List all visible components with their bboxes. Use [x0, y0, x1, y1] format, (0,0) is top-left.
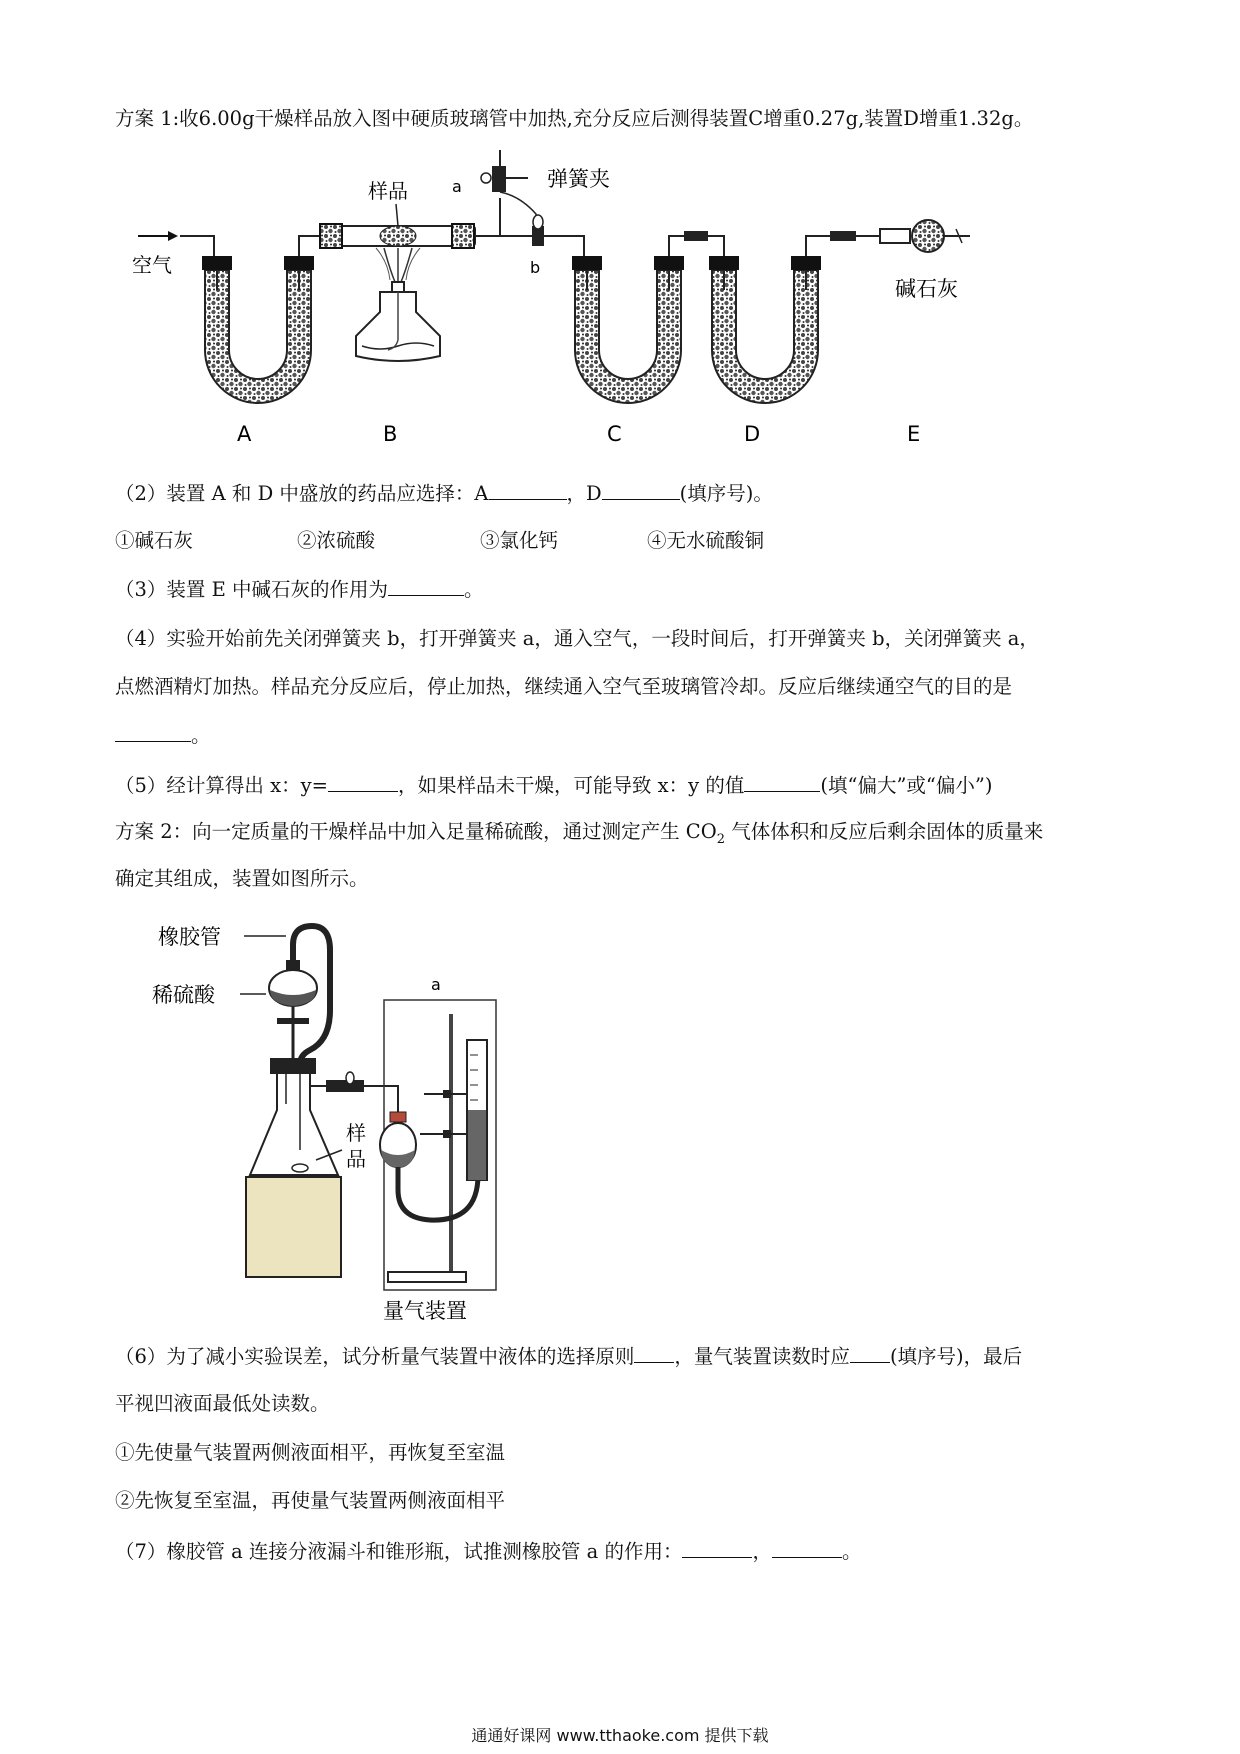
scheme1-text: 方案 1:收6.00g干燥样品放入图中硬质玻璃管中加热,充分反应后测得装置C增重0.27g,装置D增重1.32g。 — [115, 107, 1034, 130]
letter-e: E — [907, 422, 921, 446]
gas-burette — [467, 1040, 487, 1180]
u-tube-c — [572, 256, 684, 403]
gas-device-label: 量气装置 — [383, 1299, 467, 1323]
q4-blank[interactable] — [115, 722, 191, 742]
drying-tube-e — [880, 220, 970, 252]
q2-prefix: （2）装置 A 和 D 中盛放的药品应选择：A — [115, 482, 489, 505]
question-3 — [115, 576, 484, 603]
q5-prefix: （5）经计算得出 x：y= — [115, 774, 328, 797]
q6-suffix: (填序号)，最后 — [889, 1345, 1023, 1368]
sample-label: 样品 — [368, 179, 408, 203]
q7-blank-1[interactable] — [682, 1538, 752, 1558]
clip-a-label: a — [452, 177, 462, 196]
question-6 — [115, 1343, 1022, 1370]
acid-label: 稀硫酸 — [152, 983, 215, 1007]
question-5 — [115, 772, 992, 799]
letter-b: B — [383, 422, 398, 446]
scheme2-line-1 — [115, 819, 1043, 853]
q2-mid: ，D — [566, 482, 602, 505]
option-4: ④无水硫酸铜 — [647, 529, 765, 552]
separating-funnel — [269, 960, 317, 1060]
leveling-bulb — [380, 1112, 478, 1220]
spring-clip-b — [532, 215, 544, 246]
figure-1-apparatus — [110, 150, 1110, 450]
question-4-line-1: （4）实验开始前先关闭弹簧夹 b，打开弹簧夹 a，通入空气，一段时间后，打开弹簧夹 b，关闭弹簧夹 a， — [115, 627, 1039, 650]
u-tube-a — [202, 256, 314, 403]
q6-blank-principle[interactable] — [634, 1343, 674, 1363]
scheme2-line-2: 确定其组成，装置如图所示。 — [115, 867, 369, 890]
q2-suffix: (填序号)。 — [679, 482, 773, 505]
page-footer: 通通好课网 www.tthaoke.com 提供下载 — [471, 1726, 769, 1745]
scheme2-text-a: 方案 2：向一定质量的干燥样品中加入足量稀硫酸，通过测定产生 CO — [115, 820, 717, 843]
q5-suffix: (填“偏大”或“偏小”) — [820, 774, 993, 797]
q7-blank-2[interactable] — [772, 1538, 842, 1558]
u-tube-d — [709, 256, 821, 403]
q5-mid: ，如果样品未干燥，可能导致 x：y 的值 — [397, 774, 745, 797]
q3-prefix: （3）装置 E 中碱石灰的作用为 — [115, 578, 389, 601]
air-arrow — [138, 231, 178, 241]
q6-blank-order[interactable] — [850, 1343, 890, 1363]
option-3: ③氯化钙 — [480, 529, 559, 552]
option-1: ①碱石灰 — [115, 529, 194, 552]
question-4-line-3 — [115, 722, 211, 749]
co2-subscript: 2 — [716, 831, 725, 847]
letter-c: C — [607, 422, 622, 446]
q4-suffix: 。 — [191, 724, 211, 747]
q2-blank-d[interactable] — [602, 480, 680, 500]
figure-2-apparatus — [140, 905, 540, 1323]
sample-label-2: 品 — [346, 1147, 366, 1171]
q7-suffix: 。 — [841, 1540, 862, 1563]
q5-blank-ratio[interactable] — [328, 772, 398, 792]
option-2: ②浓硫酸 — [297, 529, 376, 552]
option-6-2: ②先恢复至室温，再使量气装置两侧液面相平 — [115, 1489, 506, 1512]
conical-flask — [250, 1058, 338, 1175]
clip-b-label: b — [530, 258, 541, 277]
q6-prefix: （6）为了减小实验误差，试分析量气装置中液体的选择原则 — [115, 1345, 635, 1368]
question-4-line-2: 点燃酒精灯加热。样品充分反应后，停止加热，继续通入空气至玻璃管冷却。反应后继续通空气的目的是 — [115, 675, 1013, 698]
rubber-tube-label: 橡胶管 — [158, 925, 221, 949]
box-a-label: a — [431, 975, 441, 994]
spring-clip-a — [481, 150, 536, 224]
question-7 — [115, 1538, 861, 1565]
q6-mid: ，量气装置读数时应 — [674, 1345, 850, 1368]
spring-clip-label: 弹簧夹 — [547, 167, 610, 191]
q7-sep: ， — [752, 1540, 772, 1563]
letter-a: A — [237, 422, 252, 446]
question-2 — [115, 480, 773, 507]
alcohol-lamp — [356, 248, 440, 361]
air-label: 空气 — [132, 253, 172, 277]
letter-d: D — [744, 422, 761, 446]
q5-blank-effect[interactable] — [744, 772, 820, 792]
question-6-line-2: 平视凹液面最低处读数。 — [115, 1392, 330, 1415]
option-6-1: ①先使量气装置两侧液面相平，再恢复至室温 — [115, 1441, 506, 1464]
q7-prefix: （7）橡胶管 a 连接分液漏斗和锥形瓶，试推测橡胶管 a 的作用： — [115, 1540, 683, 1563]
block-stand — [246, 1177, 341, 1277]
sample-label-1: 样 — [346, 1121, 366, 1145]
glass-tube-b — [320, 224, 475, 248]
q3-blank[interactable] — [388, 576, 464, 596]
scheme2-text-b: 气体体积和反应后剩余固体的质量来 — [725, 820, 1044, 843]
soda-lime-label: 碱石灰 — [895, 277, 958, 301]
q3-suffix: 。 — [464, 578, 484, 601]
q2-blank-a[interactable] — [489, 480, 567, 500]
